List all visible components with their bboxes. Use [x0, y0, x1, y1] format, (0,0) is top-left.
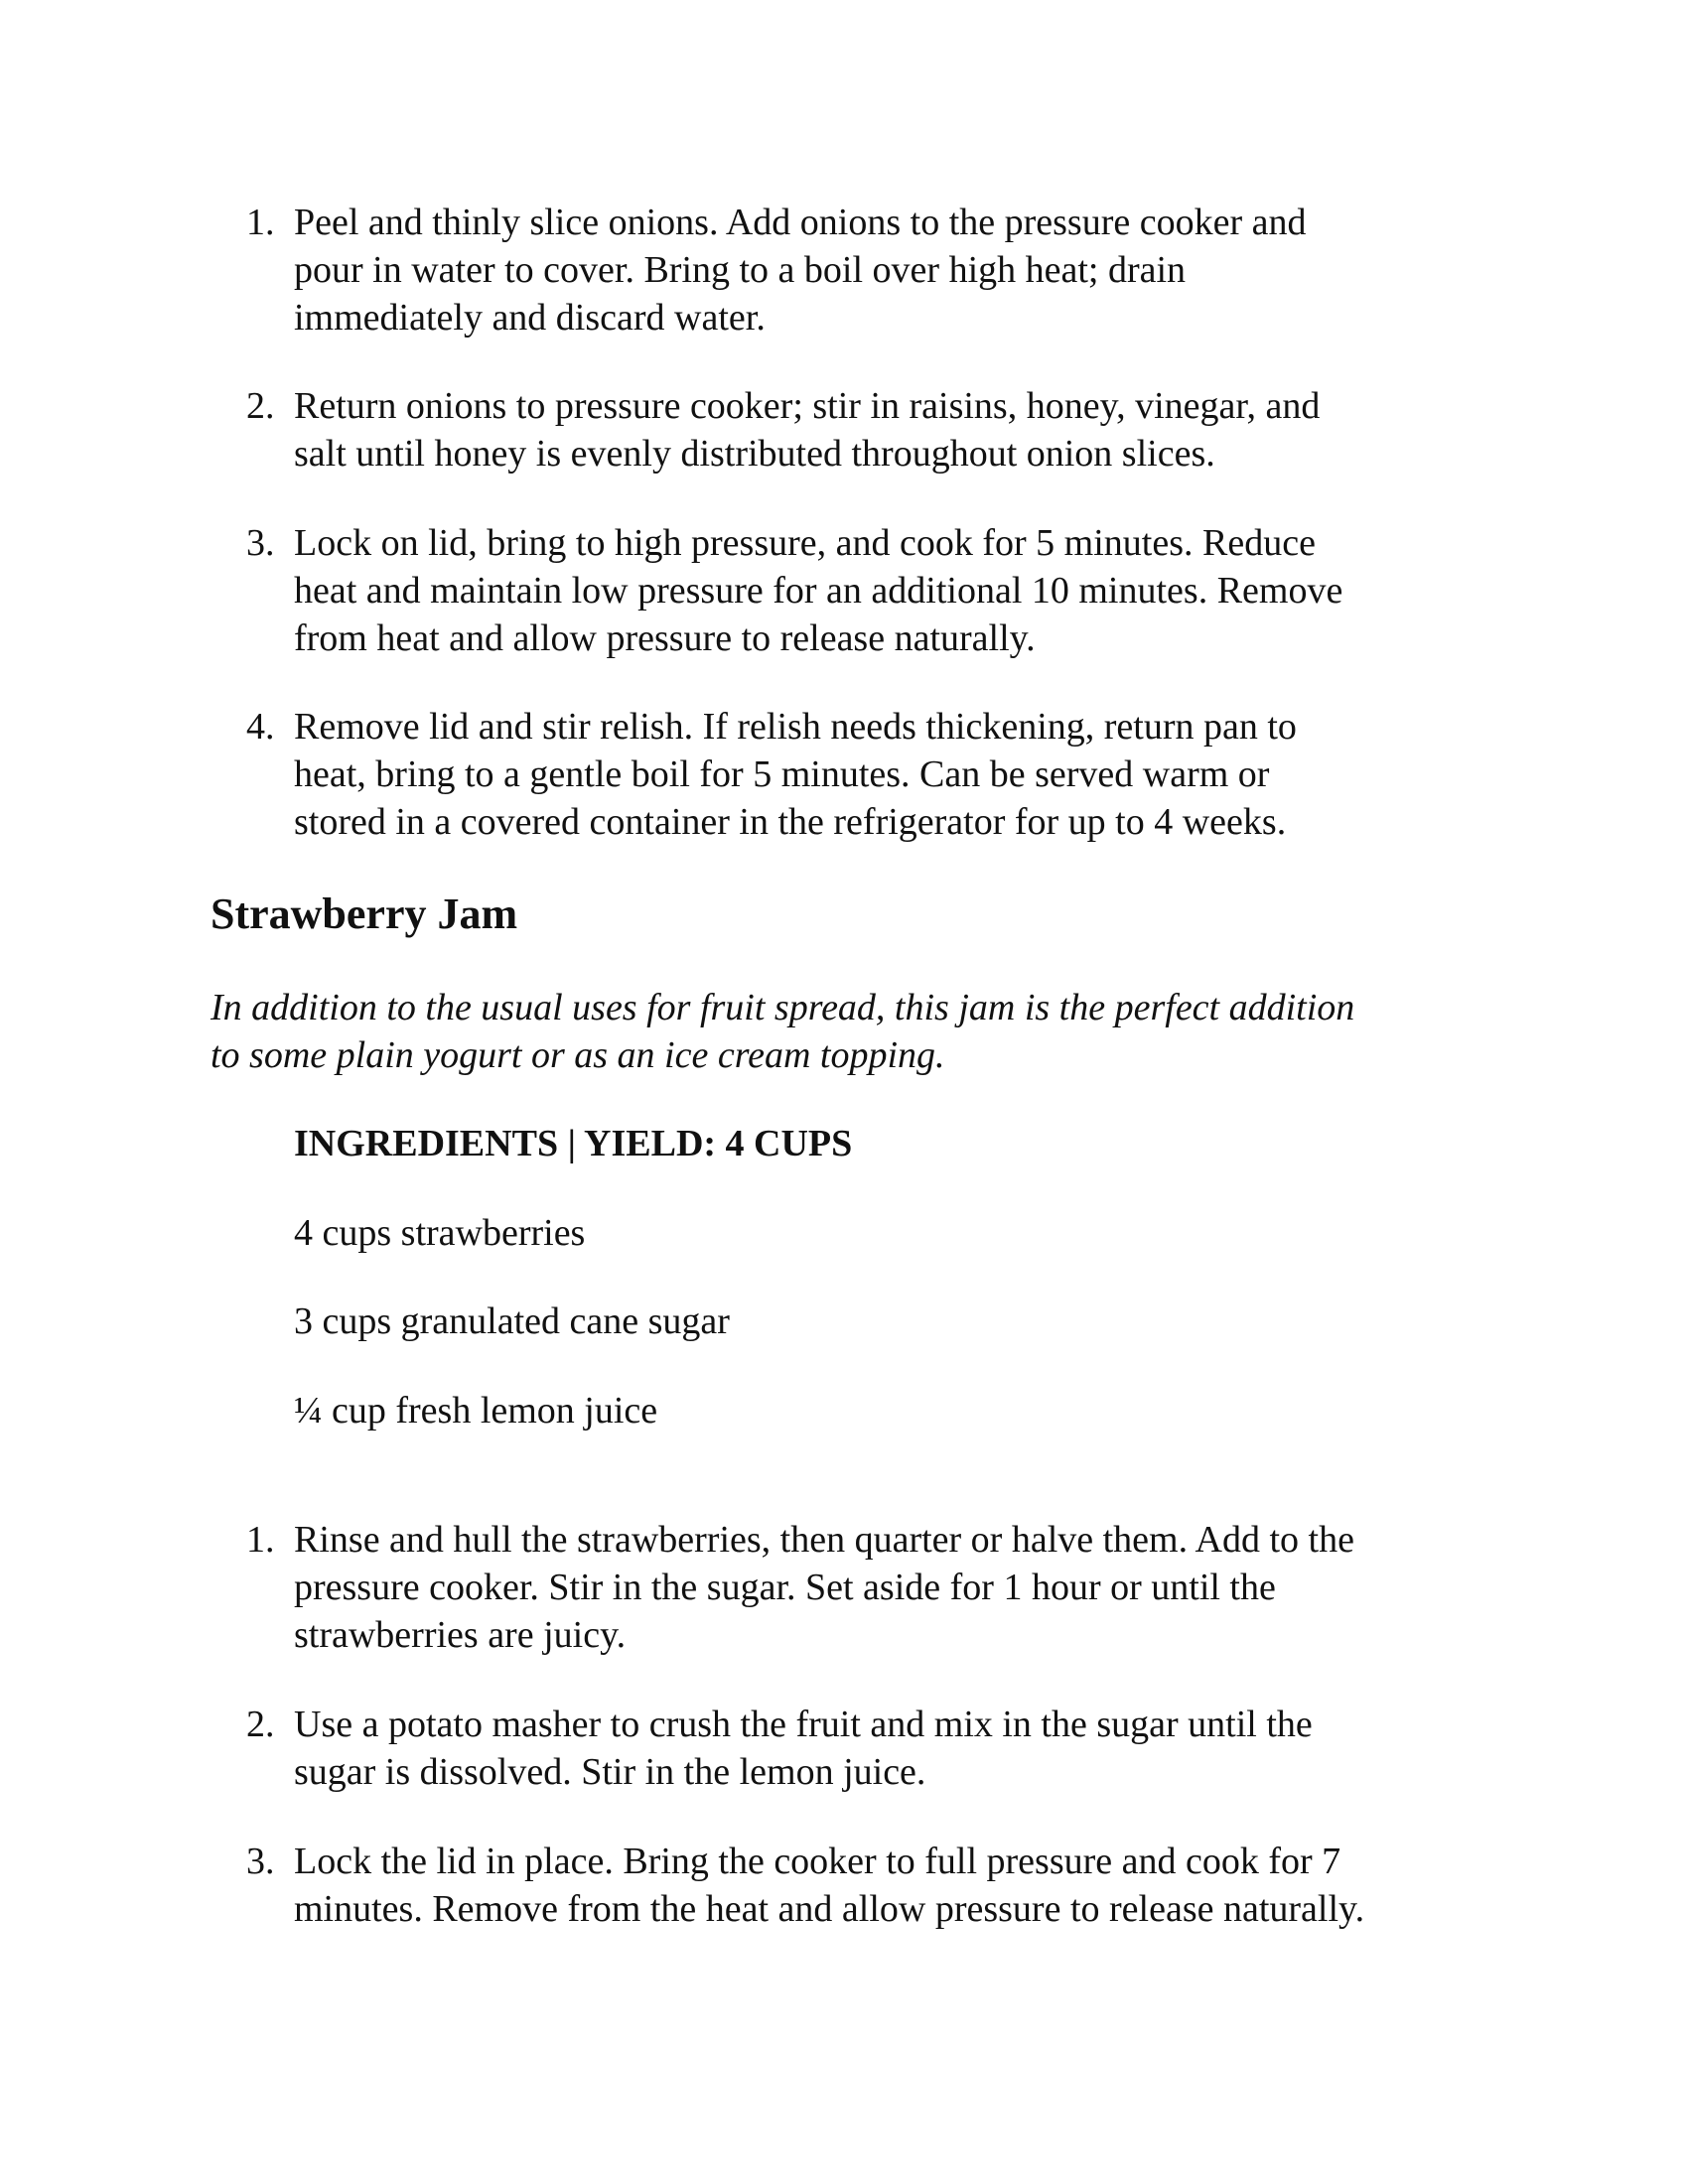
- step-line: salt until honey is evenly distributed throughout onion slices.: [294, 433, 1215, 475]
- step-line: Lock on lid, bring to high pressure, and cook for 5 minutes. Reduce: [294, 522, 1316, 564]
- step-line: pour in water to cover. Bring to a boil over high heat; drain: [294, 249, 1187, 291]
- recipe-title: Strawberry Jam: [211, 889, 518, 938]
- step-number: 4.: [246, 706, 275, 748]
- step-text: [294, 199, 1505, 341]
- step-line: Rinse and hull the strawberries, then quarter or halve them. Add to the: [294, 1519, 1354, 1561]
- step-line: heat, bring to a gentle boil for 5 minutes. Can be served warm or: [294, 753, 1270, 795]
- intro-line: to some plain yogurt or as an ice cream topping.: [211, 1034, 945, 1076]
- step-line: minutes. Remove from the heat and allow pressure to release naturally.: [294, 1888, 1365, 1930]
- step-line: immediately and discard water.: [294, 297, 766, 339]
- step-number: 2.: [246, 385, 275, 427]
- step-line: heat and maintain low pressure for an additional 10 minutes. Remove: [294, 570, 1343, 612]
- step-number: 3.: [246, 1841, 275, 1882]
- step-text: [294, 1838, 1505, 1933]
- step-text: [294, 382, 1505, 478]
- recipe-intro: [211, 984, 1354, 1079]
- step-number: 1.: [246, 1519, 275, 1561]
- step-line: from heat and allow pressure to release naturally.: [294, 617, 1036, 659]
- step-line: Use a potato masher to crush the fruit and mix in the sugar until the: [294, 1704, 1313, 1745]
- step-line: Return onions to pressure cooker; stir in raisins, honey, vinegar, and: [294, 385, 1321, 427]
- ingredient-item: 3 cups granulated cane sugar: [294, 1300, 730, 1342]
- ingredient-item: 4 cups strawberries: [294, 1212, 586, 1254]
- step-line: Peel and thinly slice onions. Add onions to the pressure cooker and: [294, 202, 1307, 243]
- step-line: strawberries are juicy.: [294, 1614, 627, 1656]
- intro-line: In addition to the usual uses for fruit spread, this jam is the perfect addition: [211, 987, 1355, 1028]
- step-text: [294, 1701, 1505, 1796]
- step-text: [294, 1516, 1505, 1659]
- step-line: stored in a covered container in the refrigerator for up to 4 weeks.: [294, 801, 1287, 843]
- ingredients-header: INGREDIENTS | YIELD: 4 CUPS: [294, 1123, 853, 1164]
- step-number: 2.: [246, 1704, 275, 1745]
- step-text: [294, 519, 1505, 662]
- step-line: Remove lid and stir relish. If relish needs thickening, return pan to: [294, 706, 1297, 748]
- ingredient-item: ¼ cup fresh lemon juice: [294, 1390, 658, 1432]
- step-line: sugar is dissolved. Stir in the lemon juice.: [294, 1751, 926, 1793]
- step-number: 3.: [246, 522, 275, 564]
- step-text: [294, 703, 1505, 846]
- step-number: 1.: [246, 202, 275, 243]
- step-line: Lock the lid in place. Bring the cooker to full pressure and cook for 7: [294, 1841, 1341, 1882]
- step-line: pressure cooker. Stir in the sugar. Set aside for 1 hour or until the: [294, 1567, 1276, 1608]
